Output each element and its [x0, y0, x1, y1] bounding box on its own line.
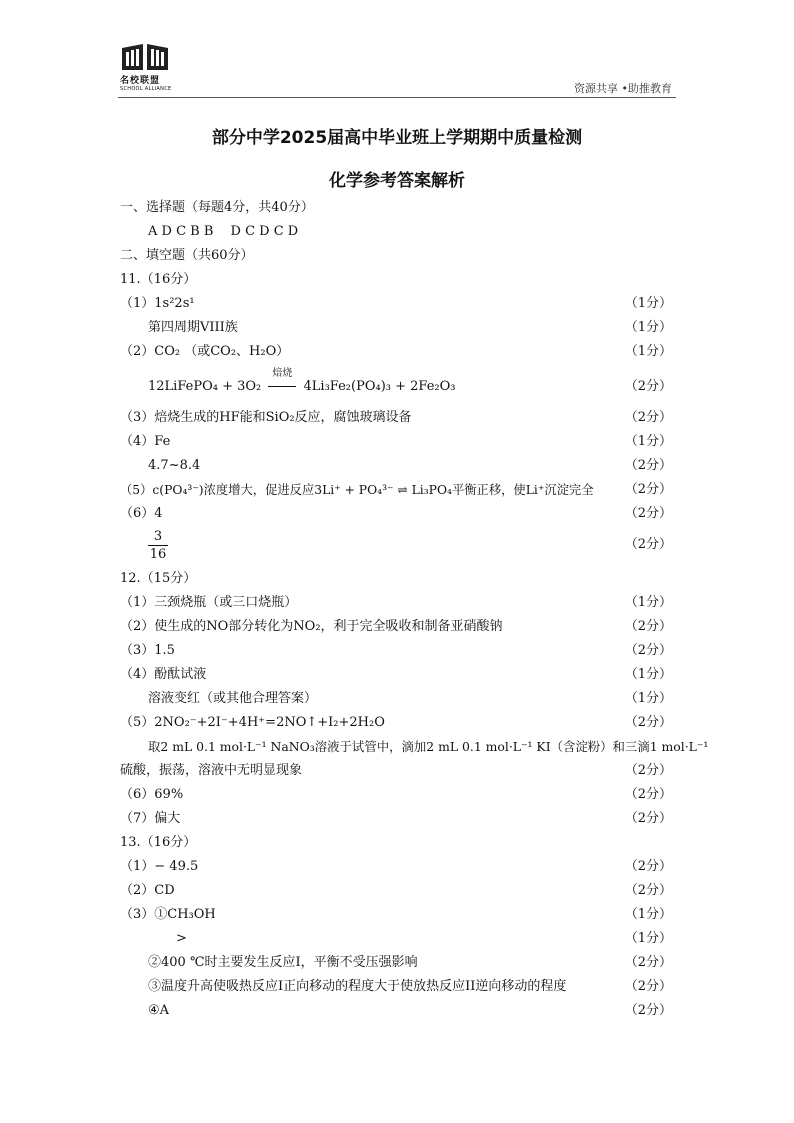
score: （2分） — [624, 410, 672, 425]
score: （2分） — [624, 883, 672, 898]
answer-text: ③温度升高使吸热反应I正向移动的程度大于使放热反应II逆向移动的程度 — [148, 979, 567, 994]
fraction-denominator: 16 — [149, 547, 167, 562]
school-alliance-logo — [120, 40, 172, 92]
answer-line — [120, 690, 672, 708]
page-title: 部分中学2025届高中毕业班上学期期中质量检测 — [211, 128, 583, 148]
equation-reactants: 12LiFePO₄ + 3O₂ — [148, 379, 262, 394]
answer-line — [120, 786, 672, 804]
reaction-line — [268, 386, 296, 387]
answer-line — [120, 954, 672, 972]
answer-text: （2）CO₂ （或CO₂、H₂O） — [120, 344, 290, 359]
open-book-logo-icon — [120, 40, 170, 72]
score: （1分） — [624, 907, 672, 922]
answer-text: ②400 ℃时主要发生反应I，平衡不受压强影响 — [148, 955, 418, 970]
answer-text: 溶液变红（或其他合理答案） — [148, 691, 318, 706]
logo-subtitle: SCHOOL ALLIANCE — [120, 86, 172, 92]
answer-line — [120, 642, 672, 660]
answer-line — [120, 319, 672, 337]
score: （2分） — [624, 619, 672, 634]
logo-name: 名校联盟 — [120, 76, 161, 86]
question-heading: 11.（16分） — [120, 272, 197, 287]
score: （2分） — [624, 379, 672, 394]
answer-line — [120, 457, 672, 475]
score: （1分） — [624, 320, 672, 335]
fraction — [148, 528, 168, 563]
answer-line — [120, 666, 672, 684]
answer-line — [120, 223, 672, 241]
answer-text: （6）4 — [120, 506, 163, 521]
score: （1分） — [624, 691, 672, 706]
answer-text: （7）偏大 — [120, 811, 181, 826]
answer-text: 硫酸，振荡，溶液中无明显现象 — [120, 763, 303, 778]
answer-line — [120, 762, 672, 780]
answer-text: > — [176, 931, 187, 946]
score: （1分） — [624, 931, 672, 946]
answer-line — [120, 271, 672, 289]
answer-line — [120, 368, 672, 396]
score: （2分） — [624, 787, 672, 802]
answer-line — [120, 738, 709, 756]
answer-text: （1）1s²2s¹ — [120, 296, 195, 311]
score: （2分） — [624, 643, 672, 658]
answer-text: （1）− 49.5 — [120, 859, 199, 874]
answer-line — [120, 834, 672, 852]
score: （2分） — [624, 458, 672, 473]
score: （2分） — [624, 715, 672, 730]
answer-text: 4.7~8.4 — [148, 458, 201, 473]
reaction-condition: 焙烧 — [272, 368, 293, 379]
answer-line — [120, 906, 672, 924]
answer-line — [120, 858, 672, 876]
score: （2分） — [624, 1003, 672, 1018]
section-heading: 一、选择题（每题4分，共40分） — [120, 200, 314, 215]
score: （1分） — [624, 595, 672, 610]
answer-line — [120, 199, 672, 217]
answer-text: ④A — [148, 1003, 170, 1018]
section-heading: 二、填空题（共60分） — [120, 248, 254, 263]
answer-text: （2）使生成的NO部分转化为NO₂，利于完全吸收和制备亚硝酸钠 — [120, 619, 503, 634]
answer-line — [120, 714, 672, 732]
answer-text: （3）焙烧生成的HF能和SiO₂反应，腐蚀玻璃设备 — [120, 410, 412, 425]
score: （2分） — [624, 979, 672, 994]
equation-products: 4Li₃Fe₂(PO₄)₃ + 2Fe₂O₃ — [303, 379, 456, 394]
choice-answers: A D C B B D C D C D — [148, 224, 299, 239]
score: （2分） — [624, 506, 672, 521]
answer-line — [120, 930, 672, 948]
equation — [148, 368, 456, 396]
answer-line — [120, 505, 672, 523]
answer-text: （3）①CH₃OH — [120, 907, 216, 922]
score: （2分） — [624, 859, 672, 874]
answer-line — [120, 247, 672, 265]
question-heading: 13.（16分） — [120, 835, 197, 850]
answer-line — [120, 594, 672, 612]
fraction-numerator: 3 — [148, 528, 168, 546]
answer-line — [120, 481, 672, 499]
score: （2分） — [624, 482, 672, 497]
answer-text: （3）1.5 — [120, 643, 175, 658]
score: （1分） — [624, 344, 672, 359]
answer-line — [120, 536, 672, 554]
answer-line — [120, 409, 672, 427]
answer-line — [120, 978, 672, 996]
score: （1分） — [624, 296, 672, 311]
answer-text: （4）酚酞试液 — [120, 667, 207, 682]
answer-line — [120, 810, 672, 828]
score: （1分） — [624, 667, 672, 682]
answer-line — [120, 433, 672, 451]
question-heading: 12.（15分） — [120, 571, 197, 586]
answer-text: （2）CD — [120, 883, 175, 898]
answer-text: （5）2NO₂⁻+2I⁻+4H⁺=2NO↑+I₂+2H₂O — [120, 715, 385, 730]
answer-text: （1）三颈烧瓶（或三口烧瓶） — [120, 595, 298, 610]
answer-text: 取2 mL 0.1 mol·L⁻¹ NaNO₃溶液于试管中，滴加2 mL 0.1 mol·L⁻¹ KI（含淀粉）和三滴1 mol·L⁻¹ — [148, 739, 709, 754]
score: （1分） — [624, 434, 672, 449]
answer-line — [120, 295, 672, 313]
score: （2分） — [624, 537, 672, 552]
page-subtitle: 化学参考答案解析 — [329, 171, 465, 191]
score: （2分） — [624, 955, 672, 970]
header-slogan: 资源共享 •助推教育 — [574, 82, 672, 95]
answer-line — [120, 570, 672, 588]
score: （2分） — [624, 763, 672, 778]
answer-line — [120, 618, 672, 636]
score: （2分） — [624, 811, 672, 826]
answer-text: 第四周期VIII族 — [148, 320, 238, 335]
answer-line — [120, 1002, 672, 1020]
answer-text: （4）Fe — [120, 434, 171, 449]
answer-line — [120, 343, 672, 361]
answer-text: （5）c(PO₄³⁻)浓度增大，促进反应3Li⁺ + PO₄³⁻ ⇌ Li₃PO₄平衡正移，使Li⁺沉淀完全 — [120, 483, 594, 497]
answer-text: （6）69% — [120, 787, 184, 802]
answer-line — [120, 882, 672, 900]
header-divider — [118, 97, 676, 98]
